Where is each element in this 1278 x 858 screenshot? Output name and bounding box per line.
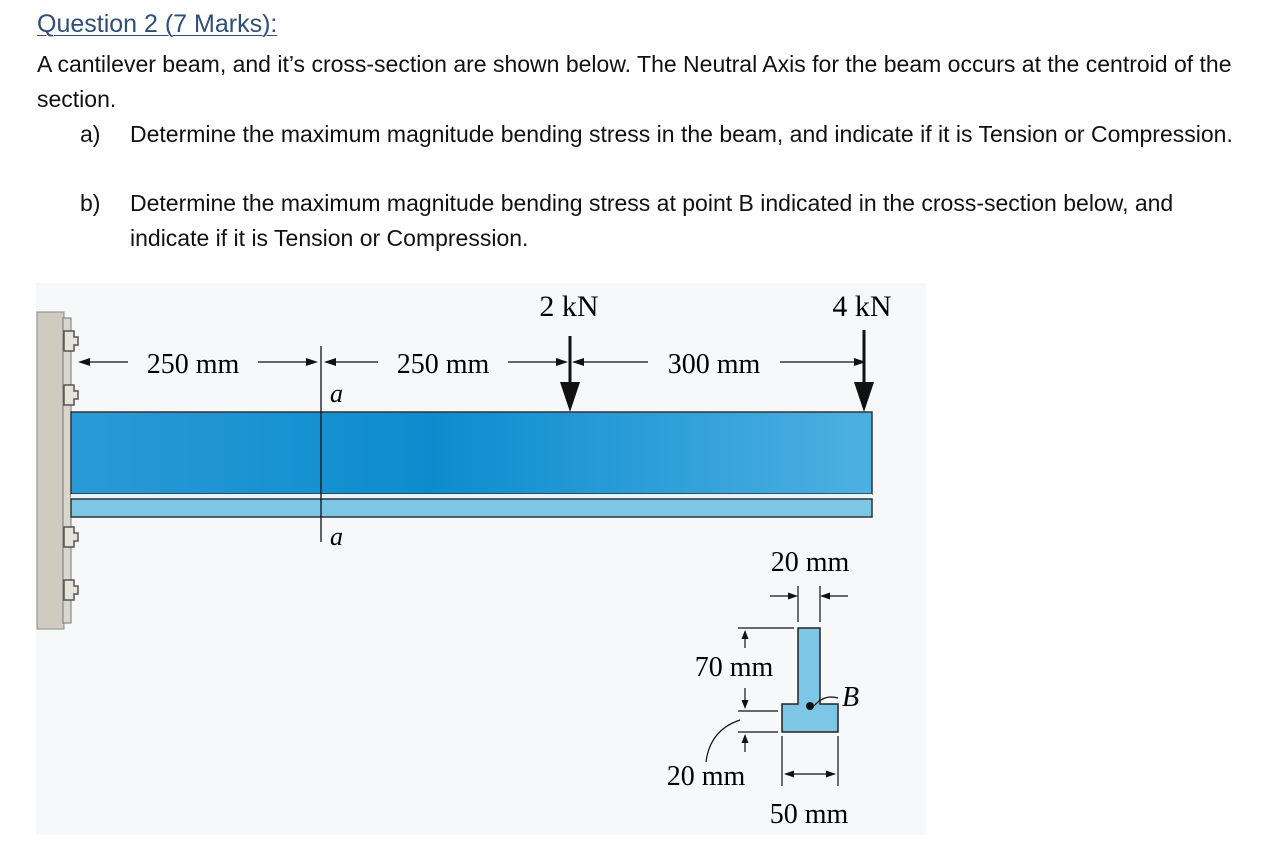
span-1-label: 250 mm — [146, 349, 240, 380]
section-mark-bottom: a — [330, 522, 343, 551]
question-heading: Question 2 (7 Marks): — [37, 10, 278, 38]
cs-dim-flange-width: 50 mm — [769, 799, 849, 830]
beam-figure — [0, 275, 1278, 850]
part-a-label: a) — [80, 121, 101, 147]
cs-dim-flange-thickness: 20 mm — [666, 761, 746, 792]
span-3-label: 300 mm — [667, 349, 761, 380]
question-intro: A cantilever beam, and it’s cross-section are shown below. The Neutral Axis for the beam occurs at the centroid of the section. — [37, 51, 1232, 112]
part-a-text: Determine the maximum magnitude bending stress in the beam, and indicate if it is Tension or Compression. — [130, 121, 1233, 147]
span-2-label: 250 mm — [396, 349, 490, 380]
part-b-label: b) — [80, 190, 101, 216]
point-b-label: B — [842, 682, 860, 713]
load-1-label: 2 kN — [539, 290, 599, 323]
point-b-dot-icon — [806, 702, 814, 710]
load-2-label: 4 kN — [832, 290, 892, 323]
part-b-text: Determine the maximum magnitude bending stress at point B indicated in the cross-section below, and indicate if it is Tension or Compression. — [130, 190, 1174, 251]
cs-dim-web-height: 70 mm — [694, 652, 774, 683]
cs-dim-top-width: 20 mm — [770, 547, 850, 578]
section-mark-top: a — [330, 379, 343, 408]
cantilever-beam — [71, 412, 872, 517]
